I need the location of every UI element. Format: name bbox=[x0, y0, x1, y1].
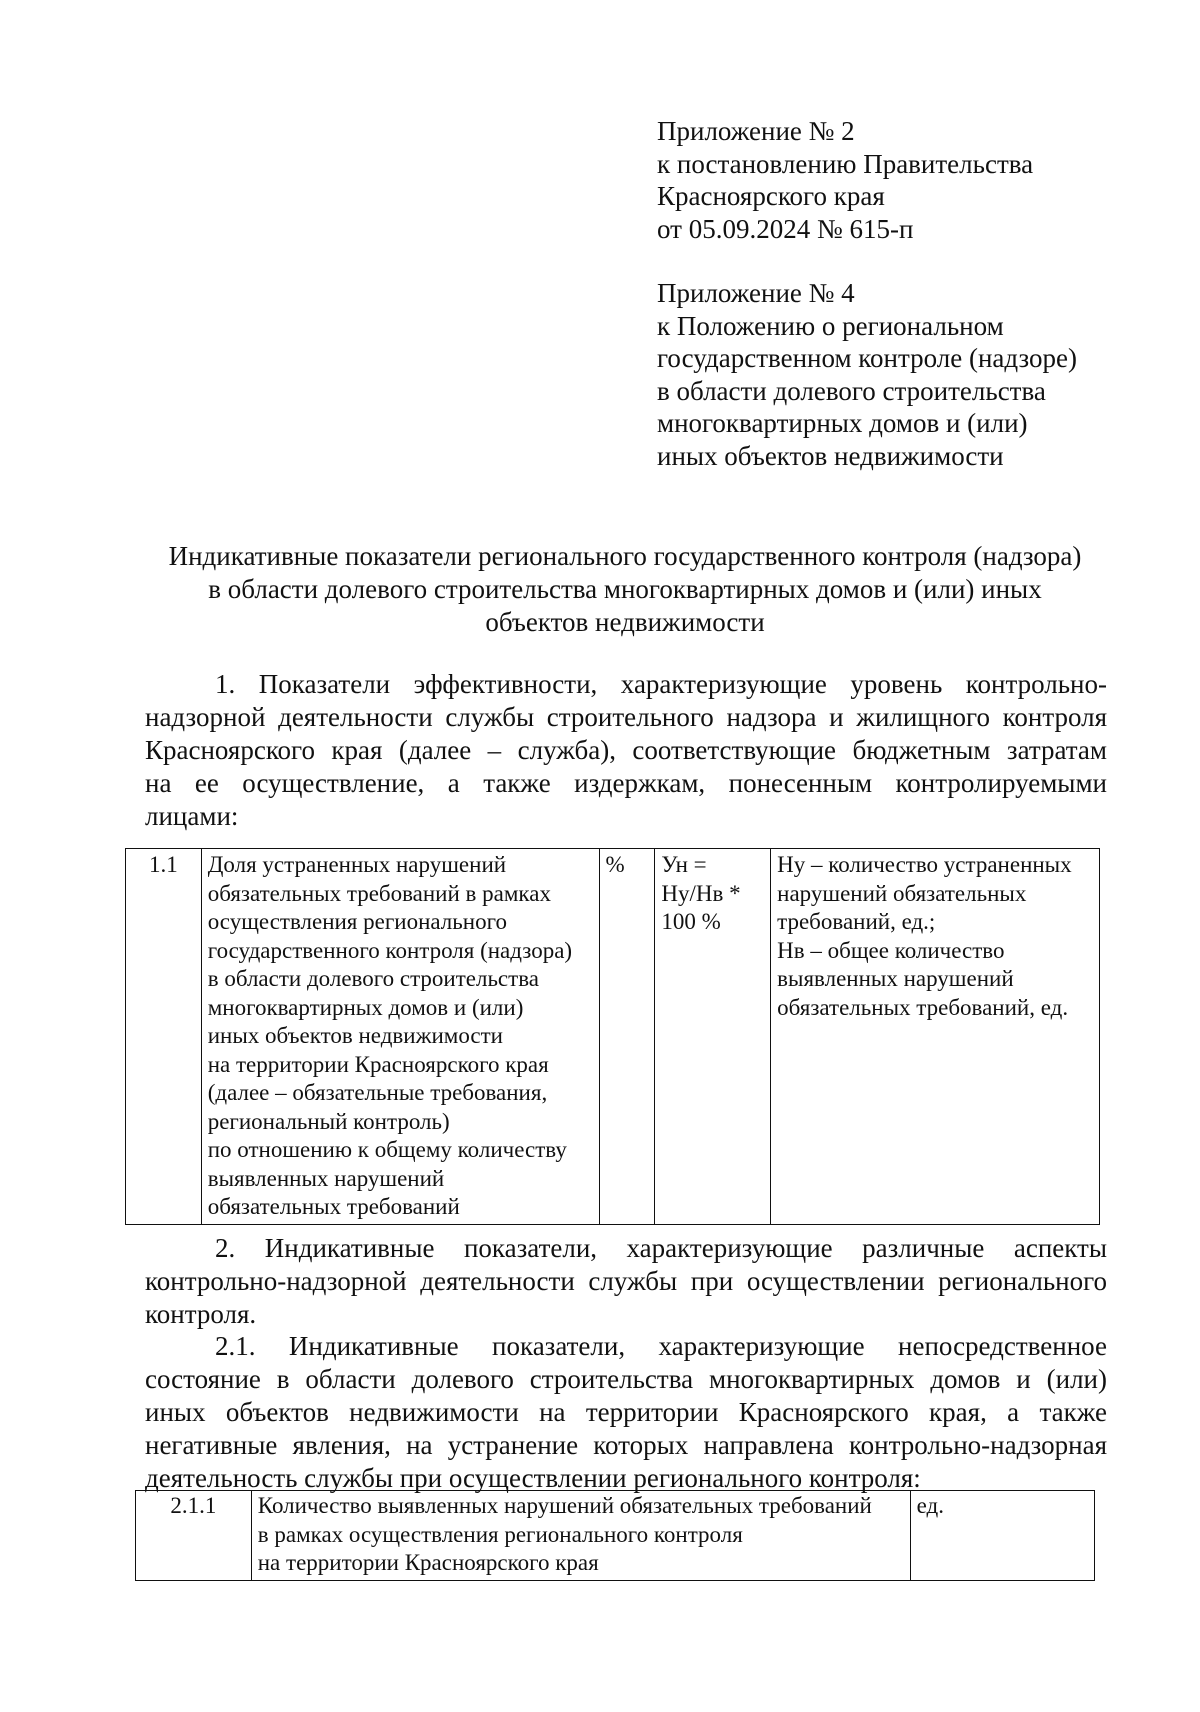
paragraph-line: контроля. bbox=[145, 1299, 257, 1329]
appendix-line: к постановлению Правительства bbox=[657, 148, 1034, 179]
paragraph-line: 1. Показатели эффективности, характеризующие уровень контрольно- bbox=[215, 669, 1107, 699]
title-line: Индикативные показатели регионального государственного контроля (надзора) bbox=[168, 541, 1082, 571]
formula-cell bbox=[655, 849, 771, 1225]
appendix-line: государственном контроле (надзоре) bbox=[657, 343, 1077, 373]
appendix-line: иных объектов недвижимости bbox=[657, 440, 1004, 471]
cell-line: Ну/Нв * bbox=[661, 880, 741, 906]
paragraph-line: контрольно-надзорной деятельности службы при осуществлении регионального bbox=[145, 1266, 1107, 1296]
cell-line: обязательных требований bbox=[207, 1194, 460, 1219]
cell-line: выявленных нарушений bbox=[777, 966, 1014, 991]
document-title bbox=[140, 540, 1110, 639]
section-2-1-paragraph bbox=[145, 1330, 1107, 1495]
cell-line: Нв – общее количество bbox=[777, 937, 1005, 963]
cell-line: Ну – количество устраненных bbox=[777, 852, 1072, 877]
appendix-line: Красноярского края bbox=[657, 181, 885, 211]
cell-line: государственного контроля (надзора) bbox=[207, 937, 573, 963]
cell-line: требований, ед.; bbox=[777, 909, 936, 934]
paragraph-line: состояние в области долевого строительства многоквартирных домов и (или) bbox=[145, 1364, 1107, 1394]
indicator-table-2 bbox=[135, 1490, 1095, 1581]
cell-line: иных объектов недвижимости bbox=[207, 1023, 503, 1048]
indicator-description-cell bbox=[201, 849, 599, 1225]
cell-line: обязательных требований в рамках bbox=[207, 880, 551, 906]
table-row bbox=[136, 1491, 1095, 1581]
paragraph-line: деятельность службы при осуществлении регионального контроля: bbox=[145, 1463, 921, 1493]
cell-line: нарушений обязательных bbox=[777, 880, 1027, 906]
appendix-4-header bbox=[657, 277, 1157, 472]
unit-cell: ед. bbox=[910, 1491, 1094, 1581]
cell-line: на территории Красноярского края bbox=[207, 1051, 549, 1077]
appendix-line: от 05.09.2024 № 615-п bbox=[657, 213, 914, 244]
cell-line: выявленных нарушений bbox=[207, 1165, 445, 1191]
cell-line: осуществления регионального bbox=[207, 909, 507, 934]
paragraph-line: негативные явления, на устранение которых направлена контрольно-надзорная bbox=[145, 1430, 1107, 1460]
paragraph-line: на ее осуществление, а также издержкам, понесенным контролируемыми bbox=[145, 768, 1107, 798]
cell-line: региональный контроль) bbox=[207, 1108, 450, 1134]
row-number-cell: 1.1 bbox=[126, 849, 202, 1225]
paragraph-line: лицами: bbox=[145, 801, 239, 831]
appendix-line: Приложение № 2 bbox=[657, 116, 855, 146]
paragraph-line: 2. Индикативные показатели, характеризующие различные аспекты bbox=[215, 1233, 1107, 1263]
cell-line: (далее – обязательные требования, bbox=[207, 1080, 548, 1105]
paragraph-line: Красноярского края (далее – служба), соответствующие бюджетным затратам bbox=[145, 735, 1107, 765]
section-1-paragraph bbox=[145, 668, 1107, 833]
legend-cell bbox=[771, 849, 1100, 1225]
cell-line: по отношению к общему количеству bbox=[207, 1137, 567, 1162]
cell-line: 100 % bbox=[661, 909, 721, 934]
cell-line: в области долевого строительства bbox=[207, 966, 539, 991]
cell-line: Доля устраненных нарушений bbox=[207, 852, 507, 877]
unit-cell: % bbox=[599, 849, 655, 1225]
paragraph-line: 2.1. Индикативные показатели, характеризующие непосредственное bbox=[215, 1331, 1107, 1361]
appendix-line: к Положению о региональном bbox=[657, 310, 1004, 341]
cell-line: многоквартирных домов и (или) bbox=[207, 994, 524, 1020]
section-2-paragraph bbox=[145, 1232, 1107, 1331]
indicator-table-1 bbox=[125, 848, 1100, 1225]
cell-line: Ун = bbox=[661, 852, 707, 877]
title-line: объектов недвижимости bbox=[485, 607, 765, 637]
paragraph-line: надзорной деятельности службы строительного надзора и жилищного контроля bbox=[145, 702, 1107, 732]
cell-line: на территории Красноярского края bbox=[257, 1550, 599, 1575]
appendix-line: многоквартирных домов и (или) bbox=[657, 408, 1028, 438]
row-number-cell: 2.1.1 bbox=[136, 1491, 252, 1581]
cell-line: обязательных требований, ед. bbox=[777, 994, 1069, 1020]
appendix-line: Приложение № 4 bbox=[657, 278, 855, 308]
cell-line: в рамках осуществления регионального контроля bbox=[257, 1521, 743, 1547]
title-line: в области долевого строительства многоквартирных домов и (или) иных bbox=[208, 574, 1042, 604]
appendix-line: в области долевого строительства bbox=[657, 375, 1046, 406]
table-row bbox=[126, 849, 1100, 1225]
cell-line: Количество выявленных нарушений обязательных требований bbox=[257, 1493, 872, 1518]
indicator-description-cell bbox=[251, 1491, 910, 1581]
paragraph-line: иных объектов недвижимости на территории Красноярского края, а также bbox=[145, 1397, 1107, 1427]
appendix-2-header bbox=[657, 115, 1157, 245]
